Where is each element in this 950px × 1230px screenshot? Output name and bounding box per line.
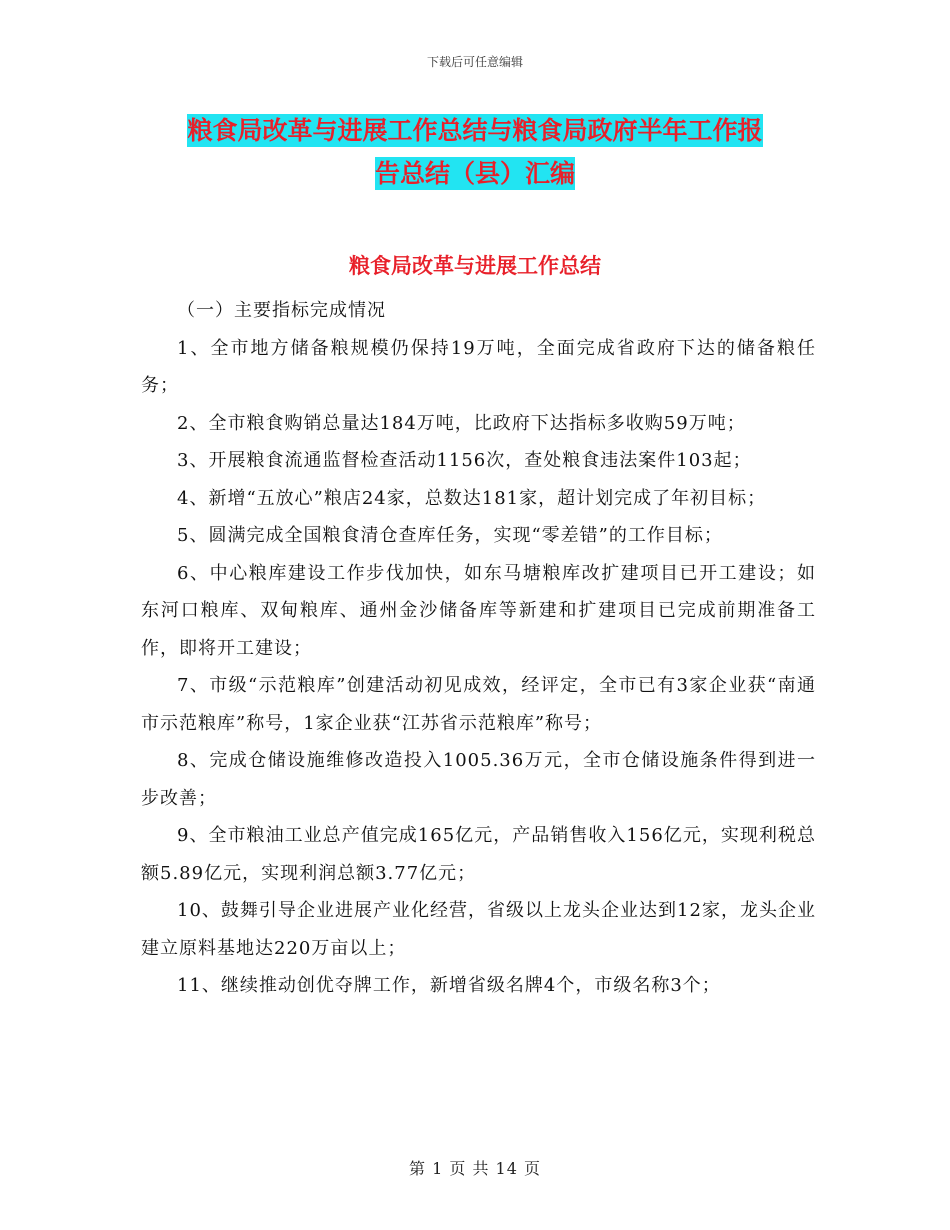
header-note: 下载后可任意编辑 — [426, 55, 523, 69]
page-number-footer: 第 1 页 共 14 页 — [409, 1159, 541, 1178]
paragraph-item: 8、完成仓储设施维修改造投入1005.36万元，全市仓储设施条件得到进一步改善； — [141, 750, 816, 809]
document-title-text-1: 粮食局改革与进展工作总结与粮食局政府半年工作报 — [187, 116, 763, 145]
paragraph-item: 10、鼓舞引导企业进展产业化经营，省级以上龙头企业达到12家，龙头企业建立原料基地达220万亩以上； — [141, 900, 816, 959]
paragraph-item: 6、中心粮库建设工作步伐加快，如东马塘粮库改扩建项目已开工建设；如东河口粮库、双甸粮库、通州金沙储备库等新建和扩建项目已完成前期准备工作，即将开工建设； — [141, 562, 816, 659]
document-body — [141, 292, 816, 1005]
paragraph-item: 3、开展粮食流通监督检查活动1156次，查处粮食违法案件103起； — [177, 450, 752, 471]
paragraph-item: 9、全市粮油工业总产值完成165亿元，产品销售收入156亿元，实现利税总额5.89亿元，实现利润总额3.77亿元； — [141, 825, 816, 884]
paragraph-item: 7、市级“示范粮库”创建活动初见成效，经评定，全市已有3家企业获“南通市示范粮库”称号，1家企业获“江苏省示范粮库”称号； — [141, 675, 816, 734]
section-title: 粮食局改革与进展工作总结 — [349, 254, 601, 278]
paragraph-item: 11、继续推动创优夺牌工作，新增省级名牌4个，市级名称3个； — [177, 975, 721, 996]
paragraph-item: 5、圆满完成全国粮食清仓查库任务，实现“零差错”的工作目标； — [177, 525, 723, 546]
paragraph-item: 2、全市粮食购销总量达184万吨，比政府下达指标多收购59万吨； — [177, 412, 746, 434]
document-title-line1 — [0, 114, 950, 148]
paragraph-item: 4、新增“五放心”粮店24家，总数达181家，超计划完成了年初目标； — [177, 487, 767, 509]
paragraph-subheading: （一）主要指标完成情况 — [177, 300, 386, 321]
paragraph-item: 1、全市地方储备粮规模仍保持19万吨，全面完成省政府下达的储备粮任务； — [141, 337, 816, 396]
document-title-line2 — [0, 157, 950, 191]
document-title-text-2: 告总结（县）汇编 — [374, 159, 575, 188]
